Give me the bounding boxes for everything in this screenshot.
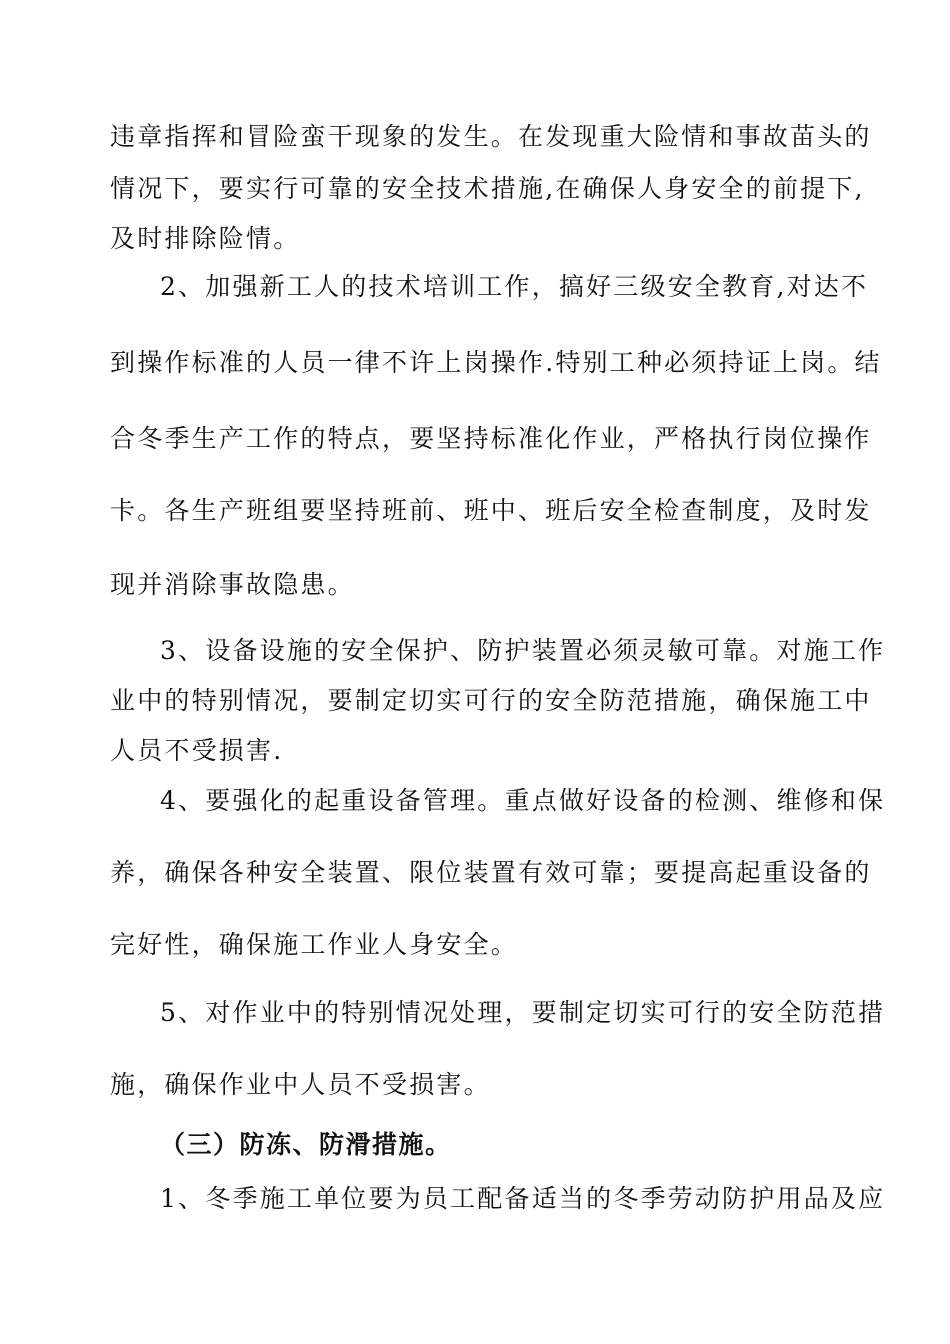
text-line: 业中的特别情况，要制定切实可行的安全防范措施，确保施工中: [110, 686, 872, 715]
text-line: 合冬季生产工作的特点，要坚持标准化作业，严格执行岗位操作: [110, 424, 872, 453]
text-line: 养，确保各种安全装置、限位装置有效可靠；要提高起重设备的: [110, 858, 872, 887]
text-line: 情况下，要实行可靠的安全技术措施,在确保人身安全的前提下,: [110, 174, 865, 203]
text-line: 违章指挥和冒险蛮干现象的发生。在发现重大险情和事故苗头的: [110, 122, 872, 151]
text-line: 到操作标准的人员一律不许上岗操作.特别工种必须持证上岗。结: [110, 348, 882, 377]
section-heading: （三）防冻、防滑措施。: [160, 1130, 452, 1159]
paragraph-4-start: 4、要强化的起重设备管理。重点做好设备的检测、维修和保: [160, 786, 886, 815]
text-line: 卡。各生产班组要坚持班前、班中、班后安全检查制度，及时发: [110, 496, 872, 525]
text-line: 人员不受损害.: [110, 736, 284, 765]
text-line: 现并消除事故隐患。: [110, 570, 355, 599]
paragraph-1-start: 1、冬季施工单位要为员工配备适当的冬季劳动防护用品及应: [160, 1184, 886, 1213]
paragraph-5-start: 5、对作业中的特别情况处理，要制定切实可行的安全防范措: [160, 998, 886, 1027]
text-line: 完好性，确保施工作业人身安全。: [110, 930, 519, 959]
paragraph-2-start: 2、加强新工人的技术培训工作，搞好三级安全教育,对达不: [160, 272, 869, 301]
text-line: 及时排除险情。: [110, 224, 301, 253]
text-line: 施，确保作业中人员不受损害。: [110, 1070, 491, 1099]
paragraph-3-start: 3、设备设施的安全保护、防护装置必须灵敏可靠。对施工作: [160, 636, 886, 665]
